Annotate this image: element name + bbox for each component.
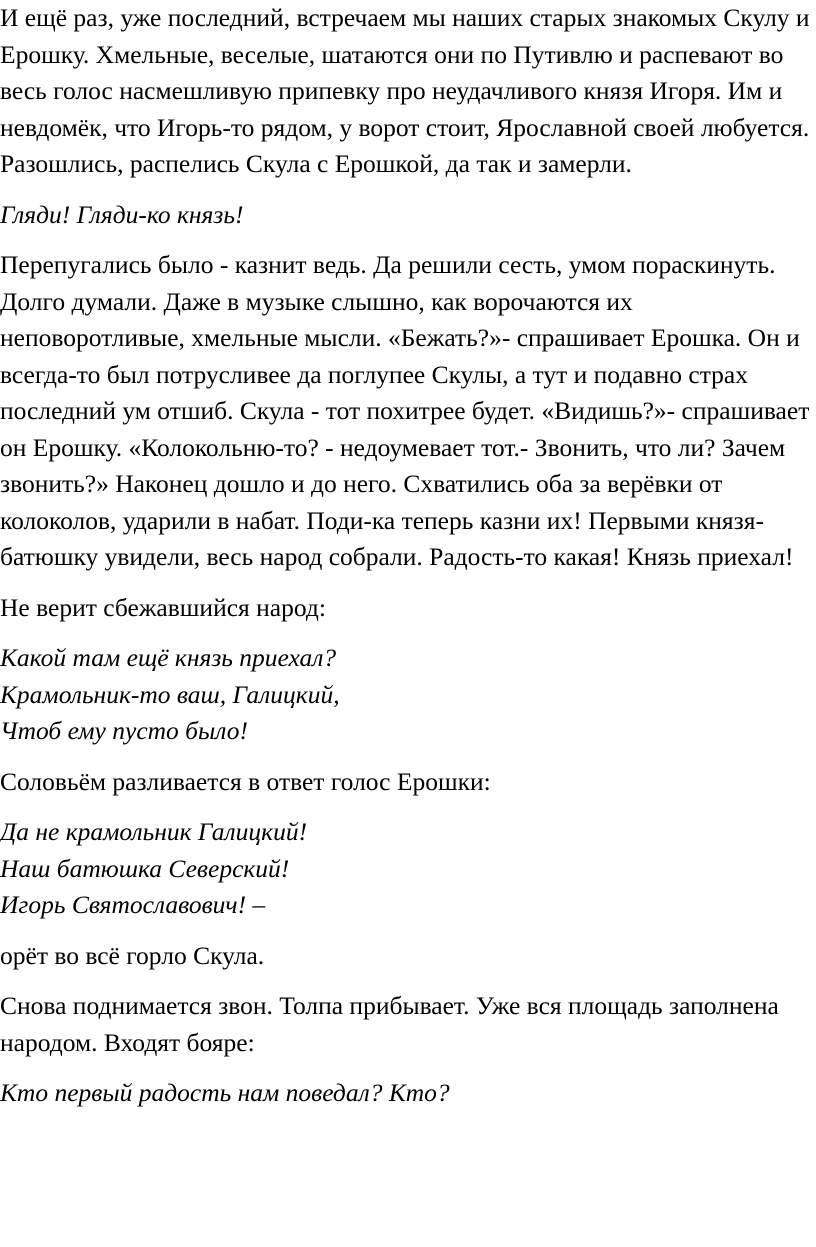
verse-line: Крамольник-то ваш, Галицкий, [0, 679, 340, 709]
spacer [0, 233, 812, 247]
paragraph-eroshka-answers: Соловьём разливается в ответ голос Ерошки: [0, 766, 491, 796]
spacer [0, 750, 812, 764]
verse-eroshka [0, 814, 812, 924]
spacer [0, 800, 812, 814]
paragraph-bell-rings: Снова поднимается звон. Толпа прибывает. Уже вся площадь заполнена народом. Входят бояре: [0, 991, 779, 1057]
verse-line: Наш батюшка Северский! [0, 853, 290, 883]
verse-people [0, 640, 812, 750]
spacer [0, 576, 812, 590]
paragraph-intro: И ещё раз, уже последний, встречаем мы наших старых знакомых Скулу и Ерошку. Хмельные, веселые, шатаются они по Путивлю и распевают во весь голос насмешливую припевку про неудачливого князя Игоря. Им и невдомёк, что Игорь-то рядом, у ворот стоит, Ярославной своей любуется. Разошлись, распелись Скула с Ерошкой, да так и замерли. [0, 3, 810, 178]
spacer [0, 1061, 812, 1075]
paragraph-people-disbelieve: Не верит сбежавшийся народ: [0, 592, 326, 622]
paragraph-fright: Перепугались было - казнит ведь. Да решили сесть, умом пораскинуть. Долго думали. Даже в музыке слышно, как ворочаются их неповоротливые, хмельные мысли. «Бежать?»- спрашивает Ерошка. Он и всегда-то был потрусливее да поглупее Скулы, а тут и подавно страх последний ум отшиб. Скула - тот похитрее будет. «Видишь?»- спрашивает он Ерошку. «Колокольню-то? - недоумевает тот.- Звонить, что ли? Зачем звонить?» Наконец дошло и до него. Схватились оба за верёвки от колоколов, ударили в набат. Поди-ка теперь казни их! Первыми князя-батюшку увидели, весь народ собрали. Радость-то какая! Князь приехал! [0, 250, 810, 571]
quote-boyars: Кто первый радость нам поведал? Кто? [0, 1078, 450, 1107]
verse-line: Игорь Святославович! – [0, 890, 266, 919]
verse-line: Какой там ещё князь приехал? [0, 643, 337, 672]
spacer [0, 924, 812, 938]
spacer [0, 626, 812, 640]
verse-line: Чтоб ему пусто было! [0, 716, 248, 745]
quote-look-prince: Гляди! Гляди-ко князь! [0, 199, 244, 229]
spacer [0, 974, 812, 988]
spacer [0, 183, 812, 197]
verse-line: Да не крамольник Галицкий! [0, 817, 308, 846]
paragraph-skula-shouts: орёт во всё горло Скула. [0, 940, 265, 970]
